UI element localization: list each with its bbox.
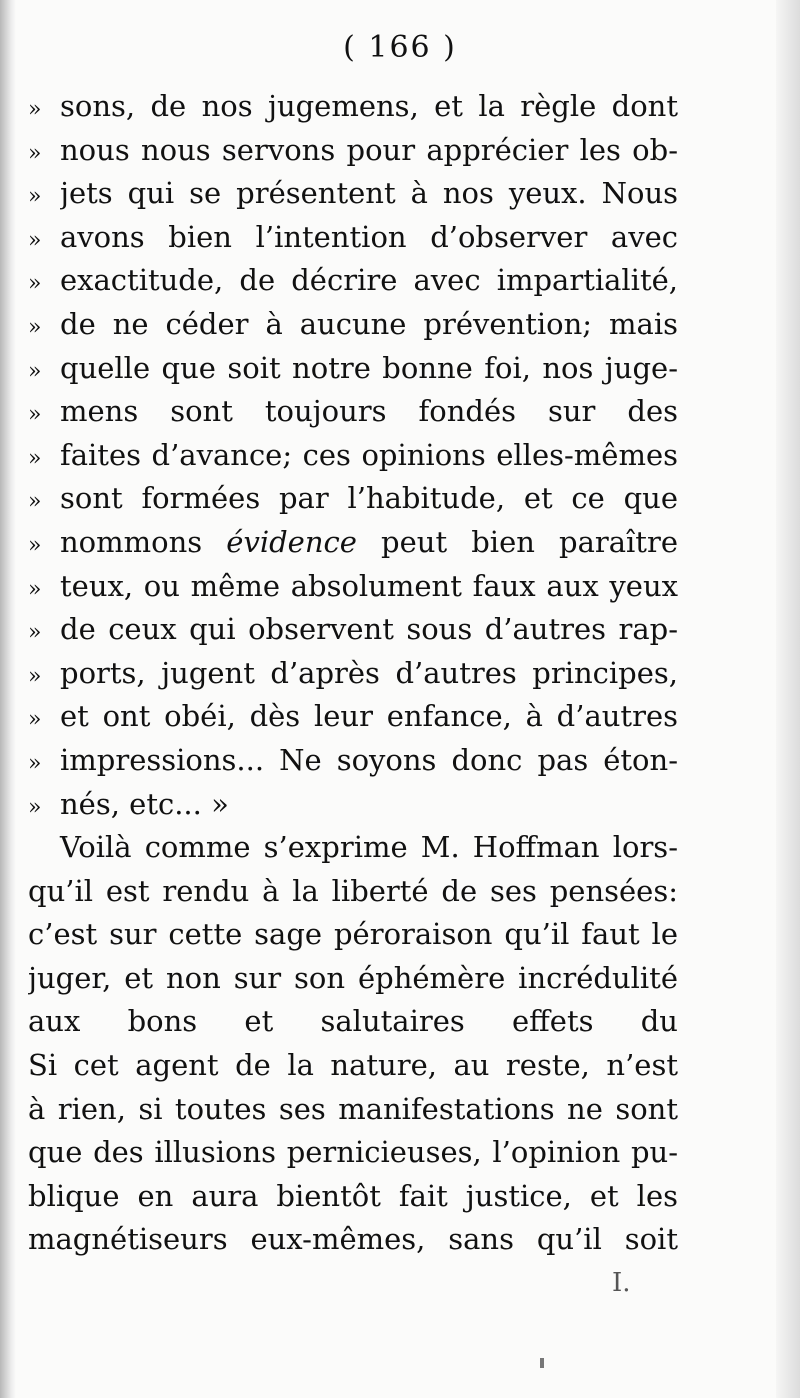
quoted-line [28, 390, 678, 434]
quote-mark: » [28, 358, 42, 384]
quoted-line [28, 172, 678, 216]
quoted-line [28, 216, 678, 260]
paragraph-line: aux bons et salutaires effets du [28, 1004, 678, 1039]
page-edge [776, 0, 800, 1398]
line-text: mens sont toujours fondés sur des [60, 394, 678, 429]
line-text: sons, de nos jugemens, et la règle dont [60, 89, 678, 123]
line-text: de ne céder à aucune prévention; mais [60, 306, 678, 341]
text-block [28, 85, 678, 1262]
line-text: faites d’avance; ces opinions elles-mêmes [60, 437, 678, 472]
quote-mark: » [28, 402, 42, 428]
quoted-line [28, 521, 678, 565]
line-text: nés, etc... » [60, 786, 229, 821]
line-text: teux, ou même absolument faux aux yeux [60, 568, 678, 603]
line-text: de ceux qui observent sous d’autres rap- [60, 612, 678, 647]
quote-mark: » [28, 489, 42, 515]
paragraph-line: juger, et non sur son éphémère incrédulité [28, 960, 678, 995]
paragraph-line: Si cet agent de la nature, au reste, n’est [28, 1048, 678, 1083]
quoted-line [28, 565, 678, 609]
quote-mark: » [28, 445, 42, 471]
paragraph-line: blique en aura bientôt fait justice, et les [28, 1178, 678, 1213]
paragraph-line: qu’il est rendu à la liberté de ses pensées: [28, 873, 678, 908]
quoted-line [28, 434, 678, 478]
quoted-line [28, 259, 678, 303]
quote-mark: » [28, 576, 42, 602]
quoted-line [28, 652, 678, 696]
quote-mark: » [28, 314, 42, 340]
line-text-before: nommons [60, 524, 203, 559]
paragraph-line: à rien, si toutes ses manifestations ne sont [28, 1091, 678, 1126]
line-text: et ont obéi, dès leur enfance, à d’autres [60, 699, 678, 734]
quoted-line [28, 129, 678, 173]
quote-mark: » [28, 707, 42, 733]
quoted-line [28, 695, 678, 739]
italic-word: évidence [226, 524, 357, 559]
line-text: nous nous servons pour apprécier les ob- [60, 132, 678, 167]
page-number: ( 166 ) [343, 30, 457, 65]
line-text-after: peut bien paraître [381, 524, 678, 559]
paragraph-line: que des illusions pernicieuses, l’opinion pu- [28, 1135, 678, 1170]
paragraph-line: c’est sur cette sage péroraison qu’il faut le [28, 917, 678, 952]
signature-mark: I. [612, 1268, 631, 1298]
line-text: quelle que soit notre bonne foi, nos juge- [60, 350, 678, 385]
quoted-line [28, 783, 678, 827]
quote-mark: » [28, 794, 42, 820]
quoted-line [28, 608, 678, 652]
ink-speck [540, 1358, 544, 1368]
binding-shadow [0, 0, 16, 1398]
line-text: jets qui se présentent à nos yeux. Nous [60, 176, 678, 211]
quoted-line [28, 477, 678, 521]
quoted-line [28, 303, 678, 347]
line-text: ports, jugent d’après d’autres principes, [60, 655, 678, 690]
line-text: sont formées par l’habitude, et ce que [60, 481, 678, 516]
paragraph-line: Voilà comme s’exprime M. Hoffman lors- [60, 830, 678, 865]
quote-mark: » [28, 227, 42, 253]
quoted-line [28, 85, 678, 129]
quote-mark: » [28, 140, 42, 166]
quote-mark: » [28, 97, 42, 122]
line-text: avons bien l’intention d’observer avec [60, 219, 678, 254]
quote-mark: » [28, 663, 42, 689]
paragraph-line: magnétiseurs eux-mêmes, sans qu’il soit [28, 1222, 678, 1257]
quote-mark: » [28, 184, 42, 210]
quote-mark: » [28, 620, 42, 646]
line-text: impressions... Ne soyons donc pas éton- [60, 742, 678, 777]
quoted-line [28, 739, 678, 783]
quoted-line [28, 347, 678, 391]
quote-mark: » [28, 532, 42, 558]
quote-mark: » [28, 750, 42, 776]
quote-mark: » [28, 271, 42, 297]
line-text: exactitude, de décrire avec impartialité, [60, 263, 678, 298]
line-text [60, 521, 678, 565]
